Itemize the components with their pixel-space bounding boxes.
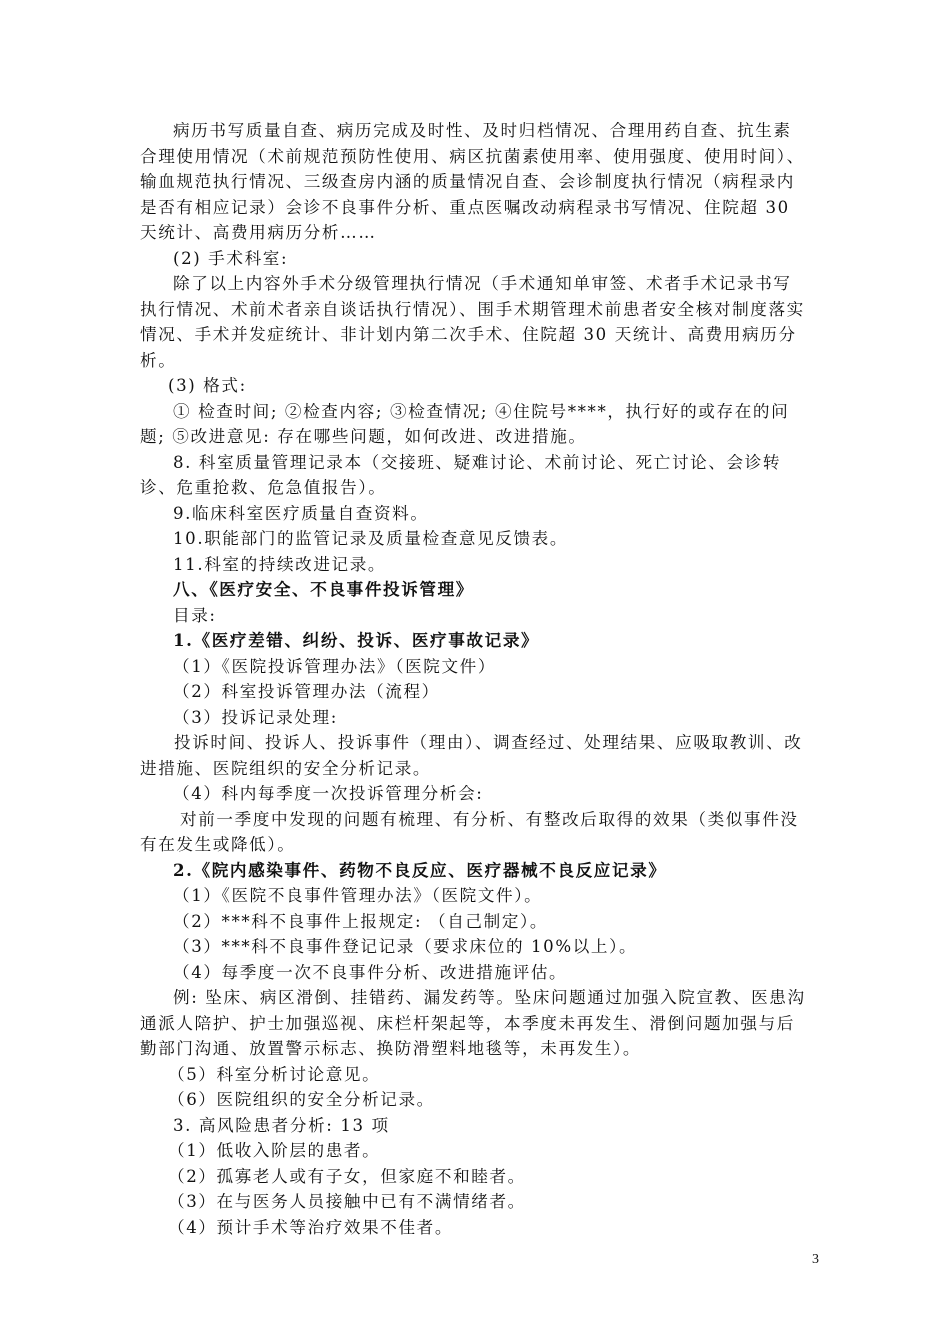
list-item-3-1: （1）低收入阶层的患者。	[168, 1141, 381, 1160]
paragraph-example: 例: 坠床、病区滑倒、挂错药、漏发药等。坠床问题通过加强入院宣教、医患沟通派人陪护、护士加强巡视、床栏杆架起等，本季度未再发生、滑倒问题加强与后勤部门沟通、放置警示标志、换防滑塑料地毯等，未再发生）。	[140, 988, 806, 1058]
list-item-3-3: （3）在与医务人员接触中已有不满情绪者。	[168, 1192, 526, 1211]
toc-label: 目录:	[173, 605, 217, 625]
subsection-heading-2: 2.《院内感染事件、药物不良反应、医疗器械不良反应记录》	[173, 859, 667, 880]
paragraph-format-items: ① 检查时间; ②检查内容; ③检查情况; ④住院号****，执行好的或存在的问题; ⑤改进意见: 存在哪些问题，如何改进、改进措施。	[140, 401, 790, 446]
list-item-3-2: （2）孤寡老人或有子女，但家庭不和睦者。	[168, 1166, 526, 1186]
paragraph-quarterly-review: 对前一季度中发现的问题有梳理、有分析、有整改后取得的效果（类似事件没有在发生或降低）。	[140, 809, 799, 854]
page-body	[140, 118, 808, 1240]
paragraph-complaint-record: 投诉时间、投诉人、投诉事件（理由）、调查经过、处理结果、应吸取教训、改进措施、医院组织的安全分析记录。	[140, 733, 803, 778]
section-heading-8: 八、《医疗安全、不良事件投诉管理》	[173, 579, 474, 599]
list-item-1-3: （3）投诉记录处理:	[173, 707, 338, 727]
paragraph-surgical-content: 除了以上内容外手术分级管理执行情况（手术通知单审签、术者手术记录书写执行情况、术前术者亲自谈话执行情况）、围手术期管理术前患者安全核对制度落实情况、手术并发症统计、非计划内第二次手术、住院超 30 天统计、高费用病历分析。	[140, 274, 805, 370]
list-item-9: 9.临床科室医疗质量自查资料。	[173, 503, 429, 523]
list-item-3-4: （4）预计手术等治疗效果不佳者。	[168, 1217, 454, 1237]
subheading-format: (3) 格式:	[168, 376, 247, 395]
list-item-2-2: （2）***科不良事件上报规定: （自己制定）。	[173, 911, 549, 931]
list-item-2-6: （6）医院组织的安全分析记录。	[168, 1090, 435, 1109]
subsection-heading-1: 1.《医疗差错、纠纷、投诉、医疗事故记录》	[173, 630, 540, 650]
paragraph-medical-record-review: 病历书写质量自查、病历完成及时性、及时归档情况、合理用药自查、抗生素合理使用情况（术前规范预防性使用、病区抗菌素使用率、使用强度、使用时间）、输血规范执行情况、三级查房内涵的质量情况自查、会诊制度执行情况（病程录内是否有相应记录）会诊不良事件分析、重点医嘱改动病程录书写情况、住院超 30 天统计、高费用病历分析……	[140, 121, 805, 242]
list-item-2-5: （5）科室分析讨论意见。	[168, 1064, 381, 1084]
subheading-surgical-dept: (2) 手术科室:	[173, 248, 289, 268]
list-item-1-2: （2）科室投诉管理办法（流程）	[173, 682, 440, 701]
list-item-2-1: （1）《医院不良事件管理办法》（医院文件）。	[173, 886, 543, 905]
list-item-1-1: （1）《医院投诉管理办法》（医院文件）	[173, 656, 497, 676]
page-number: 3	[812, 1252, 819, 1267]
subsection-heading-3: 3. 高风险患者分析: 13 项	[173, 1115, 390, 1135]
list-item-8: 8. 科室质量管理记录本（交接班、疑难讨论、术前讨论、死亡讨论、会诊转诊、危重抢救、危急值报告）。	[140, 452, 782, 497]
list-item-11: 11.科室的持续改进记录。	[173, 554, 387, 574]
list-item-2-3: （3）***科不良事件登记记录（要求床位的 10%以上）。	[173, 937, 638, 956]
list-item-10: 10.职能部门的监管记录及质量检查意见反馈表。	[173, 529, 569, 548]
list-item-2-4: （4）每季度一次不良事件分析、改进措施评估。	[173, 962, 568, 982]
list-item-1-4: （4）科内每季度一次投诉管理分析会:	[173, 784, 484, 803]
